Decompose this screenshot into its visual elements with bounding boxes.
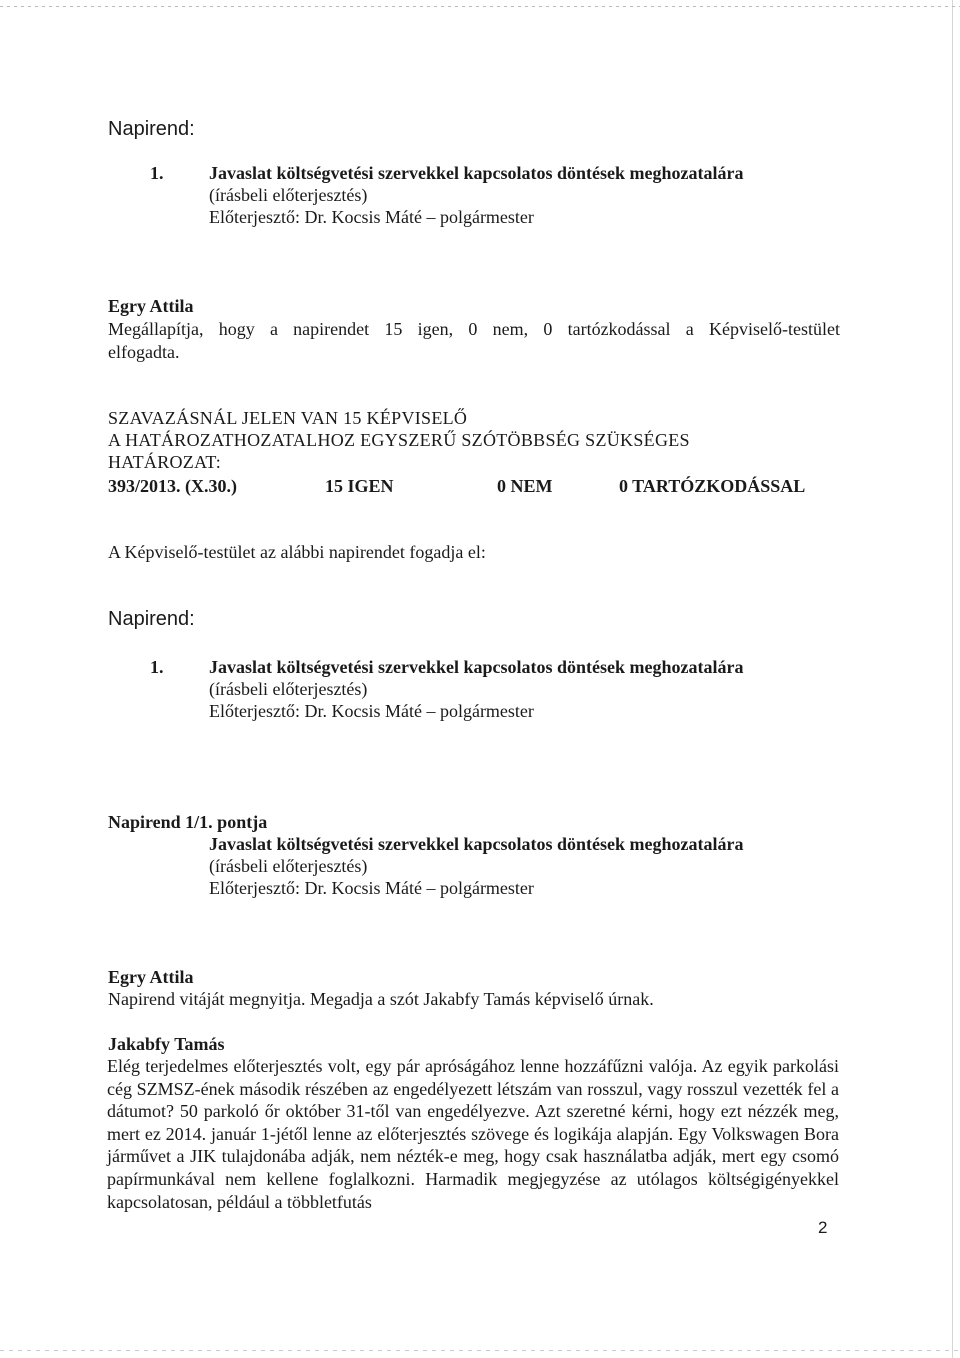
agenda-item-note: (írásbeli előterjesztés) (209, 679, 368, 699)
vote-abstain: 0 TARTÓZKODÁSSAL (619, 476, 806, 496)
speaker-text: Napirend vitáját megnyitja. Megadja a szót Jakabfy Tamás képviselő úrnak. (108, 989, 654, 1009)
vote-majority: A HATÁROZATHOZATALHOZ EGYSZERŰ SZÓTÖBBSÉG SZÜKSÉGES (108, 430, 690, 450)
agenda-heading: Napirend: (108, 118, 195, 140)
vote-no: 0 NEM (497, 476, 553, 496)
scan-edge-right (952, 0, 953, 1358)
agenda-item-number: 1. (150, 657, 164, 677)
vote-attendance: SZAVAZÁSNÁL JELEN VAN 15 KÉPVISELŐ (108, 408, 468, 428)
agenda-point-label: Napirend 1/1. pontja (108, 812, 268, 832)
resolution-number: 393/2013. (X.30.) (108, 476, 237, 496)
page-number: 2 (818, 1218, 828, 1237)
agenda-item-number: 1. (150, 163, 164, 183)
agenda-point-title: Javaslat költségvetési szervekkel kapcsolatos döntések meghozatalára (209, 834, 744, 854)
speaker-name: Egry Attila (108, 296, 194, 316)
speaker-text-line: elfogadta. (108, 342, 180, 362)
vote-yes: 15 IGEN (325, 476, 394, 496)
agenda-point-note: (írásbeli előterjesztés) (209, 856, 368, 876)
vote-resolution-label: HATÁROZAT: (108, 452, 222, 472)
agenda-item-title: Javaslat költségvetési szervekkel kapcsolatos döntések meghozatalára (209, 657, 744, 677)
agenda-item-title: Javaslat költségvetési szervekkel kapcsolatos döntések meghozatalára (209, 163, 744, 183)
agenda-point-presenter: Előterjesztő: Dr. Kocsis Máté – polgármester (209, 878, 534, 898)
agenda-item-presenter: Előterjesztő: Dr. Kocsis Máté – polgármester (209, 207, 534, 227)
speaker-name: Jakabfy Tamás (108, 1034, 225, 1054)
scan-edge-bottom (0, 1350, 960, 1351)
speaker-text-line: Megállapítja, hogy a napirendet 15 igen, 0 nem, 0 tartózkodással a Képviselő-testület (108, 319, 840, 339)
agenda-heading: Napirend: (108, 608, 195, 630)
scan-edge-top (0, 6, 960, 7)
agenda-item-presenter: Előterjesztő: Dr. Kocsis Máté – polgármester (209, 701, 534, 721)
agenda-item-note: (írásbeli előterjesztés) (209, 185, 368, 205)
speaker-name: Egry Attila (108, 967, 194, 987)
adopt-text: A Képviselő-testület az alábbi napirendet fogadja el: (108, 542, 486, 562)
speaker-paragraph: Elég terjedelmes előterjesztés volt, egy pár apróságához lenne hozzáfűzni valója. Az egyik parkolási cég SZMSZ-ének második részében az engedélyezett létszám van rosszul, vagy rosszul vezették fel a dátumot? 50 parkoló őr október 31-től van engedélyezve. Azt szeretné kérni, hogy ezt nézzék meg, mert ez 2014. január 1-jétől lenne az előterjesztés szövege és logikája alapján. Egy Volkswagen Bora járművet a JIK tulajdonába adják, nem nézték-e meg, hogy csak használatba adják, mert egy csomó papírmunkával nem kellene foglalkozni. Harmadik megjegyzése az utólagos költségigényekkel kapcsolatosan, például a többletfutás (107, 1056, 839, 1212)
